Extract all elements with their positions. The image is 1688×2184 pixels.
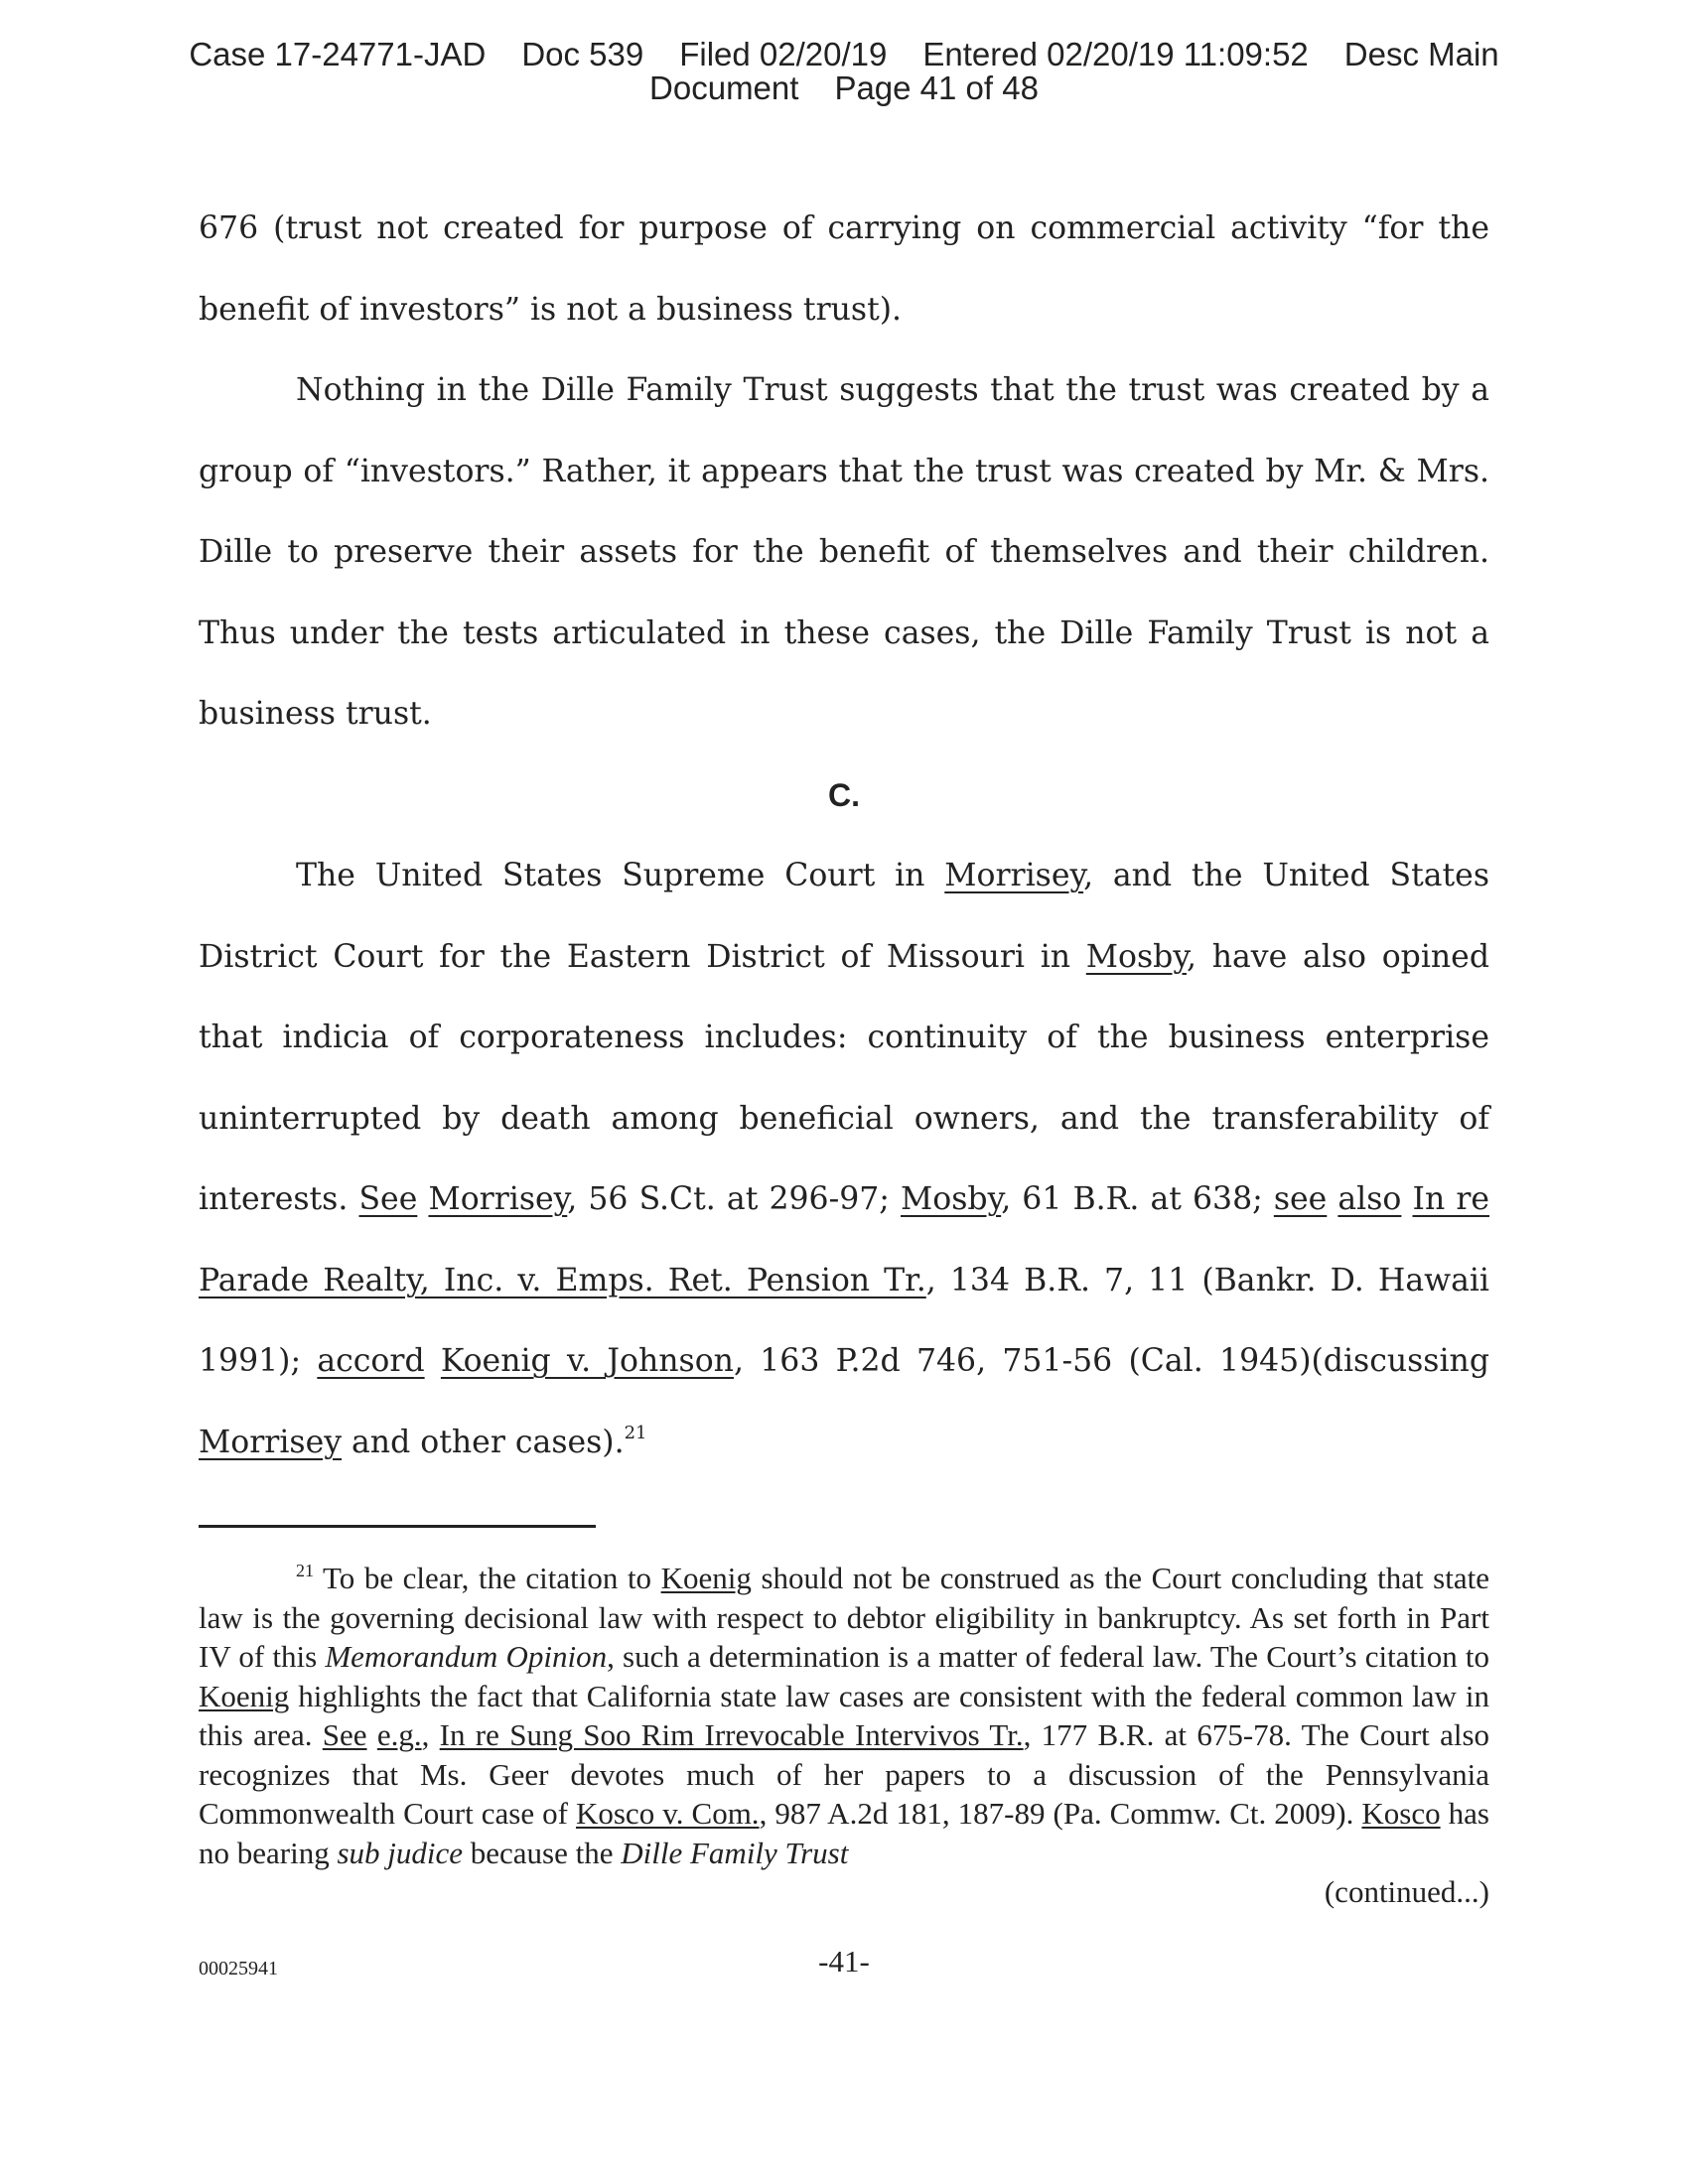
citation-morrisey-2: Morrisey (428, 1181, 568, 1217)
footnote-separator (199, 1525, 596, 1528)
desc-label: Desc Main (1343, 36, 1499, 72)
paragraph-1: 676 (trust not created for purpose of carrying on commercial activity “for the benefit of investors” is not a business trust). (199, 210, 1489, 328)
document-id: 00025941 (199, 1958, 278, 1979)
fn-citation-kosco-2: Kosco (1361, 1796, 1441, 1831)
signal-see-2: see (1273, 1181, 1328, 1217)
fn-dille-family-trust: Dille Family Trust (621, 1835, 849, 1870)
fn-citation-koenig-2: Koenig (199, 1678, 290, 1713)
footnote-21 (199, 1559, 1489, 1912)
page-count: Page 41 of 48 (834, 69, 1039, 106)
fn-signal-eg: e.g. (376, 1717, 422, 1752)
filed-date: Filed 02/20/19 (679, 36, 888, 72)
signal-accord: accord (317, 1343, 425, 1379)
case-header-line1 (0, 38, 1688, 71)
signal-see: See (358, 1181, 418, 1217)
section-heading: C. (828, 776, 860, 813)
citation-morrisey-3: Morrisey (199, 1424, 343, 1460)
entered-date: Entered 02/20/19 11:09:52 (922, 36, 1309, 72)
fn-citation-kosco: Kosco v. Com. (575, 1796, 760, 1831)
page-number: -41- (818, 1944, 870, 1979)
citation-mosby-2: Mosby (901, 1181, 1002, 1217)
paragraph-2: Nothing in the Dille Family Trust suggests that the trust was created by a group of “investors.” Rather, it appears that the trust was created by Mr. & Mrs. Dille to preserve their assets for the benefit of themselves and their children. Thus under the tests articulated in these cases, the Dille Family Trust is not a business trust. (199, 372, 1489, 732)
signal-also: also (1337, 1181, 1402, 1217)
footnote-reference[interactable]: 21 (624, 1422, 647, 1443)
citation-mosby: Mosby (1085, 938, 1187, 975)
case-header (0, 38, 1688, 105)
case-number: Case 17-24771-JAD (189, 36, 487, 72)
citation-koenig: Koenig v. Johnson (440, 1343, 734, 1379)
fn-citation-koenig: Koenig (660, 1561, 752, 1595)
fn-citation-sung-soo-rim: In re Sung Soo Rim Irrevocable Intervivos Tr. (439, 1717, 1024, 1752)
main-text (199, 189, 1489, 1483)
citation-morrisey: Morrisey (944, 858, 1084, 893)
doc-number: Doc 539 (521, 36, 644, 72)
footnote-text: $^{21}$ To be clear, the citation to Koenig should not be construed as the Court concluding that state law is the governing decisional law with respect to debtor eligibility in bankruptcy. As set forth in Part IV of this Memorandum Opinion, such a determination is a matter of federal law. The Court’s citation to Koenig highlights the fact that California state law cases are consistent with the federal common law in this area. See e.g., In re Sung Soo Rim Irrevocable Intervivos Tr., 177 B.R. at 675-78. The Court also recognizes that Ms. Geer devotes much of her papers to a discussion of the Pennsylvania Commonwealth Court case of Kosco v. Com., 987 A.2d 181, 187-89 (Pa. Commw. Ct. 2009). Kosco has no bearing sub judice because the Dille Family Trust (199, 1561, 1490, 1870)
citation-parade-realty: In re Parade Realty, Inc. v. Emps. Ret. Pension Tr. (199, 1181, 1490, 1298)
case-header-line2 (0, 71, 1688, 105)
paragraph-3: The United States Supreme Court in Morrisey, and the United States District Court for the Eastern District of Missouri in Mosby, have also opined that indicia of corporateness includes: continuity of the business enterprise uninterrupted by death among beneficial owners, and the transferability of interests. See Morrisey, 56 S.Ct. at 296-97; Mosby, 61 B.R. at 638; see also In re Parade Realty, Inc. v. Emps. Ret. Pension Tr., 134 B.R. 7, 11 (Bankr. D. Hawaii 1991); accord Koenig v. Johnson, 163 P.2d 746, 751-56 (Cal. 1945)(discussing Morrisey and other cases).$^{21}$ (199, 858, 1490, 1460)
fn-signal-see: See (322, 1717, 367, 1752)
footnote-continued: (continued...) (1324, 1874, 1489, 1909)
fn-sub-judice: sub judice (337, 1835, 464, 1870)
fn-memorandum-opinion: Memorandum Opinion (325, 1639, 608, 1674)
document-label: Document (649, 69, 799, 106)
footnote-number: 21 (296, 1561, 314, 1580)
